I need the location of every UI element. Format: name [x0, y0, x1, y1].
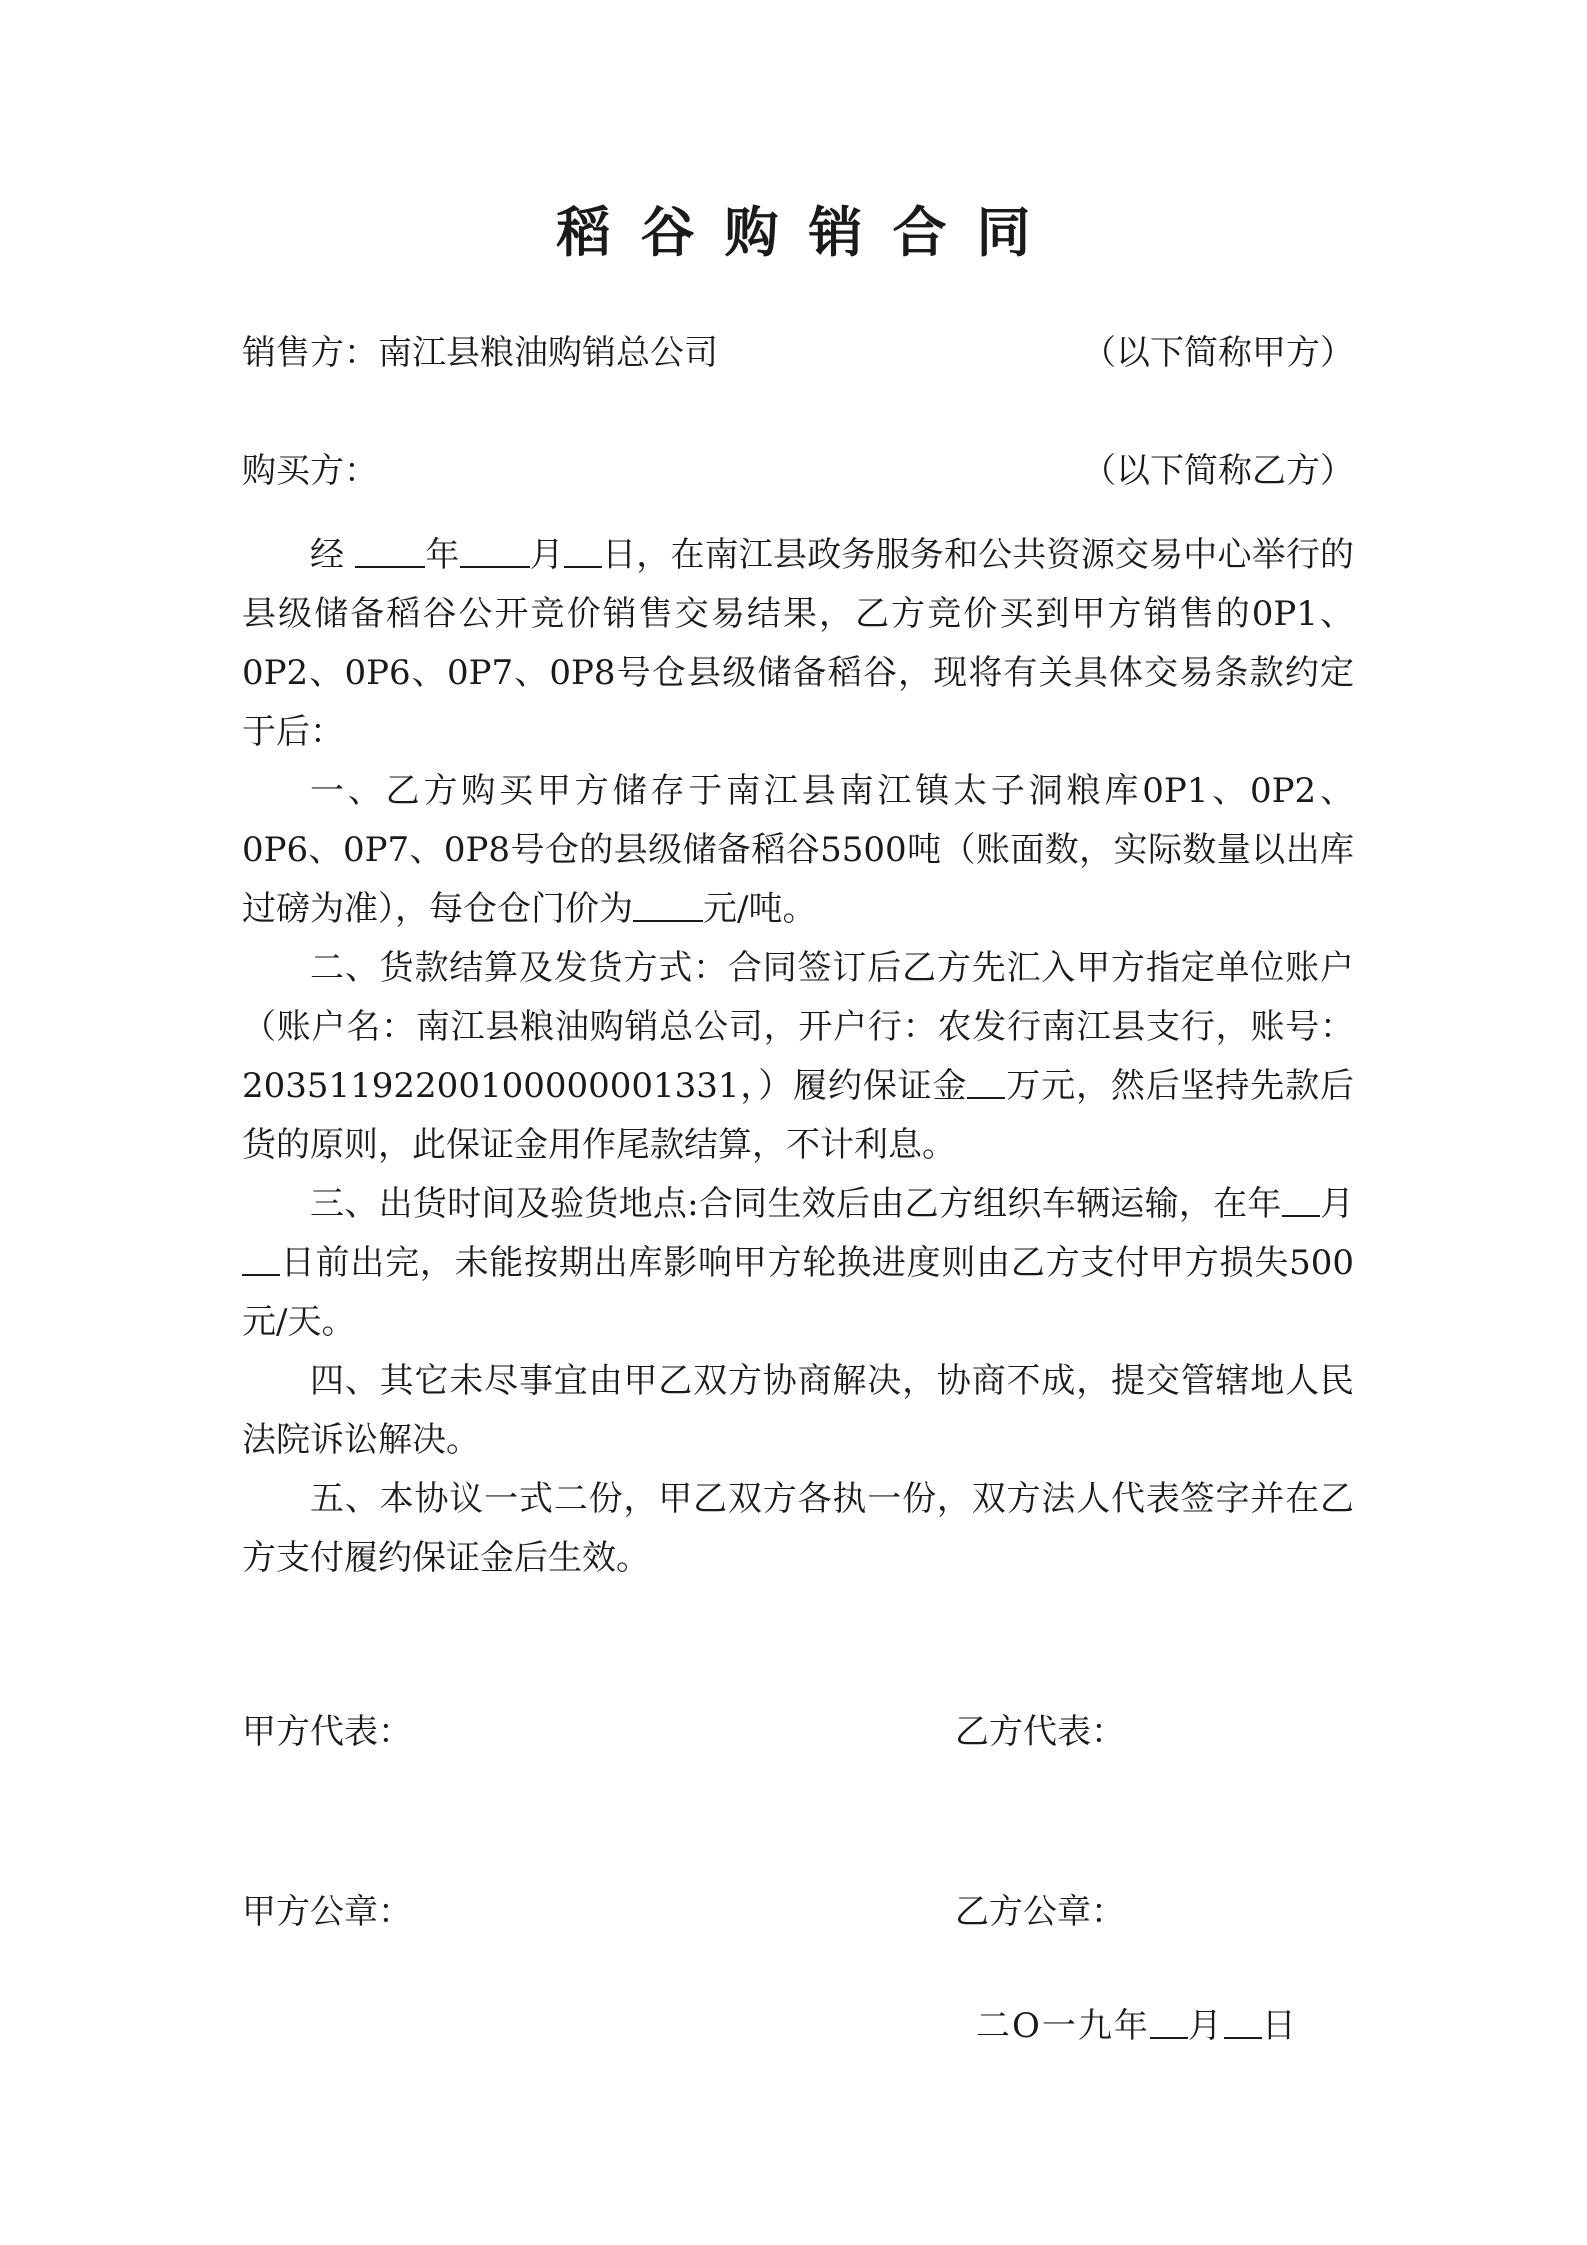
- clause-1: [242, 762, 1354, 939]
- contract-date: [976, 2000, 1298, 2052]
- clause-3-text-b: 月: [1319, 1184, 1355, 1224]
- clause-3: [242, 1175, 1354, 1352]
- date-day: 日: [1261, 2006, 1298, 2046]
- date-day-blank: [1224, 2005, 1262, 2039]
- contract-body: [242, 526, 1354, 1588]
- deadline-month-blank: [1282, 1183, 1320, 1217]
- clause-3-text-a: 三、出货时间及验货地点:合同生效后由乙方组织车辆运输，在年: [310, 1184, 1282, 1224]
- seller-abbreviation: （以下简称甲方）: [1082, 333, 1354, 373]
- price-blank: [633, 888, 703, 922]
- clause-3-text-c: 日前出完，未能按期出库影响甲方轮换进度则由乙方支付甲方损失500元/天。: [242, 1243, 1354, 1342]
- intro-text-1: 经: [310, 535, 345, 575]
- date-month: 月: [1187, 2006, 1224, 2046]
- date-year: 二O一九年: [976, 2006, 1150, 2046]
- clause-5: 五、本协议一式二份，甲乙双方各执一份，双方法人代表签字并在乙方支付履约保证金后生效。: [242, 1479, 1354, 1578]
- day-blank: [564, 534, 602, 568]
- party-a-seal: 甲方公章：: [242, 1892, 412, 1932]
- clause-1-text-a: 一、乙方购买甲方储存于南江县南江镇太子洞粮库0P1、0P2、0P6、0P7、0P8号仓的县级储备稻谷5500吨（账面数，实际数量以出库过磅为准），每仓仓门价为: [242, 771, 1354, 929]
- date-month-blank: [1150, 2005, 1188, 2039]
- deposit-blank: [967, 1065, 1005, 1099]
- clause-1-text-b: 元/吨。: [703, 889, 817, 929]
- seller-name: 南江县粮油购销总公司: [378, 333, 718, 373]
- clause-2: [242, 939, 1354, 1175]
- clause-2-text-a: 二、货款结算及发货方式：合同签订后乙方先汇入甲方指定单位账户（账户名：南江县粮油购销总公司，开户行：农发行南江县支行，账号：20351192200100000001331，）履约保证金: [242, 948, 1354, 1106]
- month-blank: [460, 534, 530, 568]
- intro-paragraph: [242, 526, 1354, 762]
- clause-2-text-b: 万元，然后坚持先款后货的原则，此保证金用作尾款结算，不计利息。: [242, 1066, 1354, 1165]
- buyer-abbreviation: （以下简称乙方）: [1082, 451, 1354, 491]
- party-b-representative: 乙方代表：: [955, 1712, 1125, 1752]
- party-a-representative: 甲方代表：: [242, 1712, 412, 1752]
- party-b-seal: 乙方公章：: [955, 1892, 1125, 1932]
- clause-4: 四、其它未尽事宜由甲乙双方协商解决，协商不成，提交管辖地人民法院诉讼解决。: [242, 1361, 1354, 1460]
- seller-line: [242, 327, 1354, 379]
- buyer-label: 购买方：: [242, 451, 378, 491]
- page-title: 稻谷购销合同: [556, 200, 1061, 264]
- intro-text-2: 年: [425, 535, 460, 575]
- deadline-day-blank: [242, 1242, 280, 1276]
- seller-label: 销售方：: [242, 333, 378, 373]
- year-blank: [355, 534, 425, 568]
- intro-text-4: 日，在南江县政务服务和公共资源交易中心举行的县级储备稻谷公开竞价销售交易结果，乙方竞价买到甲方销售的0P1、0P2、0P6、0P7、0P8号仓县级储备稻谷，现将有关具体交易条款约定于后：: [242, 535, 1355, 752]
- buyer-line: [242, 445, 1354, 497]
- intro-text-3: 月: [529, 535, 564, 575]
